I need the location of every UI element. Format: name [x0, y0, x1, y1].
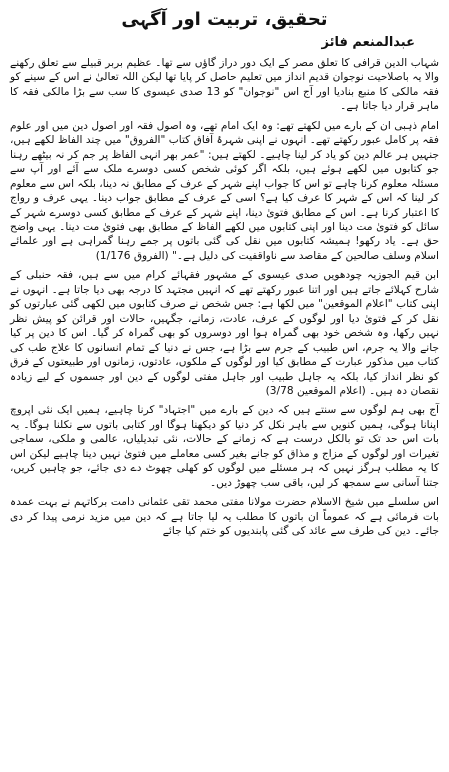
paragraph-3: ابن قیم الجوزیہ چودھویں صدی عیسوی کے مشہور فقہائے کرام میں سے ہیں، فقہ حنبلی کے شارح کہلائے جاتے ہیں اور اتنا عبور رکھتے تھے کہ انہیں مجتہد کا درجہ بھی دیا جاتا ہے۔ انہوں نے اپنی کتاب "اعلام الموقعین" میں لکھا ہے: جس شخص نے صرف کتابوں میں لکھی گئی عبارتوں کو نقل کر کے فتویٰ دیا اور لوگوں کے عرف، عادت، زمانے، جگہیں، حالات اور قرائن کو پیش نظر نہیں رکھا، وہ شخص خود بھی گمراہ ہوا اور دوسروں کو بھی گمراہ کر گیا۔ اس کا دین پر کیا جانے والا یہ جرم، اس طبیب کے جرم سے بڑا ہے، جس نے دنیا کے تمام انسانوں کا علاج طب کی کتاب میں مذکور عبارت کے مطابق کیا اور لوگوں کے ملکوں، عادتوں، زمانوں اور طبیعتوں کے فرق کو نظر انداز کیا، بلکہ یہ جاہل طبیب اور جاہل مفتی لوگوں کے دین اور جسموں کے لیے زیادہ نقصان دہ ہیں۔ (اعلام الموقعین 3/78) [10, 269, 439, 397]
paragraph-4: آج بھی ہم لوگوں سے سنتے ہیں کہ دین کے بارے میں "اجتہاد" کرنا چاہیے، ہمیں ایک نئی اپروچ اپنانا ہوگی، ہمیں کنویں سے باہر نکل کر دنیا کو دیکھنا ہوگا اور کتابی باتوں سے نکلنا ہوگا۔ یہ بات اس حد تک تو بالکل درست ہے کہ زمانے کے حالات، نئی تبدیلیاں، عالمی و ملکی، سماجی تغیرات اور لوگوں کے مزاج و مذاق کو جانے بغیر کسی معاملے میں فتویٰ نہیں دینا چاہیے لیکن اس کا یہ مطلب ہرگز نہیں کہ ہر مسئلے میں لوگوں کو کھلی چھوٹ دے دی جائے، جو چاہیں کریں، جتنا آسانی سے سمجھ کر لیں، باقی سب چھوڑ دیں۔ [10, 404, 439, 489]
paragraph-2: امام ذہبی ان کے بارے میں لکھتے تھے: وہ ایک امام تھے، وہ اصول فقہ اور اصول دین میں اور علوم فقہ پر کامل عبور رکھتے تھے۔ انہوں نے اپنی شہرۂ آفاق کتاب "الفروق" میں چند الفاظ لکھے ہیں، جنہیں ہر عالم دین کو یاد کر لینا چاہیے۔ لکھتے ہیں: "عمر بھر انہی الفاظ پر جم کر نہ بیٹھے رہنا جو کتابوں میں لکھے ہوئے ہیں، بلکہ اگر کوئی شخص کسی دوسرے ملک سے آئے اور آپ سے مسئلہ معلوم کرنا چاہے تو اس کا جواب اپنے شہر کے عرف کے مطابق نہ دینا، بلکہ اس سے معلوم کر لینا کہ اس کے شہر کا عرف کیا ہے؟ اسی کے عرف کے مطابق جواب دینا۔ یہی عرف و رواج کا اعتبار کرنا ہے۔ اس کے مطابق فتویٰ دینا، اپنے شہر کے عرف کے مطابق کسی دوسرے شہر کے سائل کو فتویٰ مت دینا اور اپنی کتابوں میں لکھے الفاظ کے مطابق بھی فتویٰ مت دینا۔ یہی واضح حق ہے۔ یاد رکھو! ہمیشہ کتابوں میں نقل کی گئی باتوں پر جمے رہنا گمراہی ہے اور علمائے اسلام وسلف صالحین کے مقاصد سے ناواقفیت کی دلیل ہے۔" (الفروق 1/176) [10, 119, 439, 262]
paragraph-5: اس سلسلے میں شیخ الاسلام حضرت مولانا مفتی محمد تقی عثمانی دامت برکاتہم نے بہت عمدہ بات فرمائی ہے کہ عموماً ان باتوں کا مطلب یہ لیا جاتا ہے کہ دین میں مزید نرمی پیدا کر دی جائے۔ دین کی طرف سے عائد کی گئی پابندیوں کو ختم کیا جائے [10, 496, 439, 538]
article-title: تحقیق، تربیت اور آگہی [121, 9, 328, 30]
paragraph-1: شہاب الدین قرافی کا تعلق مصر کے ایک دور دراز گاؤں سے تھا۔ عظیم بربر قبیلے سے تعلق رکھنے والا یہ باصلاحیت نوجوان قدیم انداز میں تعلیم حاصل کر پایا تھا لیکن اللہ تعالیٰ نے اس کے سینے کو فقہ مالکی کا منبع بنادیا اور آج اس "نوجوان" کو 13 صدی عیسوی کا سب سے بڑا مالکی فقہ کا ماہر قرار دیا جاتا ہے۔ [10, 57, 439, 113]
article-author: عبدالمنعم فائز [321, 35, 415, 50]
